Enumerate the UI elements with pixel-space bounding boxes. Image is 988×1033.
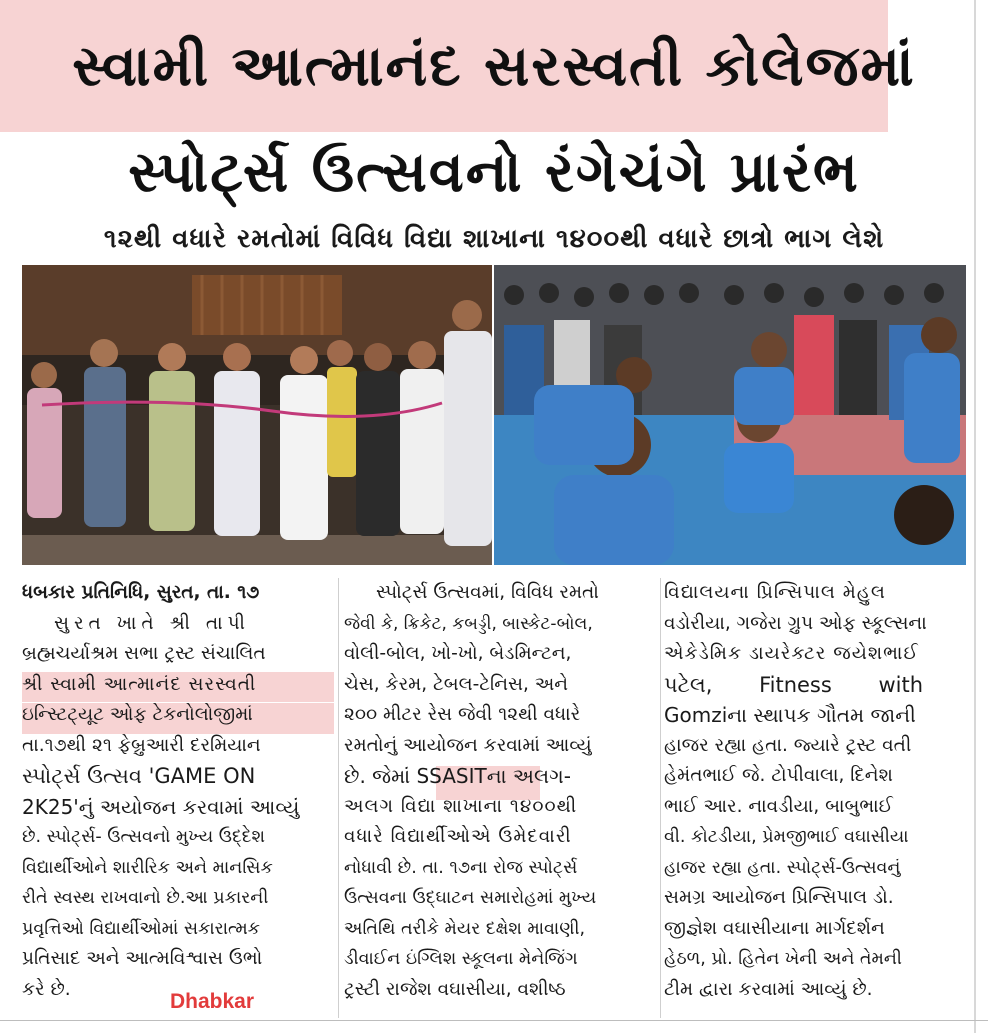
text-line: સ્પોર્ટ્સ ઉત્સવમાં, વિવિધ રમતો bbox=[376, 582, 599, 603]
text-line: હેમંતભાઈ જે. ટોપીવાલા, દિનેશ bbox=[664, 765, 893, 786]
text-line: સમગ્ર આયોજન પ્રિન્સિપાલ ડો. bbox=[664, 887, 894, 908]
text-line: પટેલ, Fitness with bbox=[664, 672, 924, 697]
text-line: ઇન્સ્ટિટ્યૂટ ઓફ ટેકનોલોજીમાં bbox=[22, 704, 253, 725]
text-line: છે. સ્પોર્ટ્સ- ઉત્સવનો મુખ્ય ઉદ્દેશ bbox=[22, 827, 266, 847]
text-line: શ્રી સ્વામી આત્માનંદ સરસ્વતી bbox=[22, 673, 257, 695]
text-line: વધારે વિદ્યાર્થીઓએ ઉમેદવારી bbox=[344, 826, 572, 847]
bottom-rule bbox=[0, 1020, 988, 1021]
text-line: પ્રતિસાદ અને આત્મવિશ્વાસ ઉભો bbox=[22, 948, 263, 969]
article-column-1 bbox=[22, 578, 332, 1005]
text-line: હાજર રહ્યા હતા. જ્યારે ટ્રસ્ટ વતી bbox=[664, 734, 912, 756]
column-divider bbox=[338, 578, 339, 1018]
subheadline: ૧૨થી વધારે રમતોમાં વિવિધ વિદ્યા શાખાના ૧૪૦૦થી વધારે છાત્રો ભાગ લેશે bbox=[103, 224, 885, 254]
page-edge-rule bbox=[974, 0, 976, 1033]
text-line: હાજર રહ્યા હતા. સ્પોર્ટ્સ-ઉત્સવનું bbox=[664, 857, 901, 878]
article-column-3 bbox=[664, 578, 968, 1005]
text-line: બ્રહ્મચર્યાશ્રમ સભા ટ્રસ્ટ સંચાલિત bbox=[22, 643, 266, 664]
text-line: પ્રવૃત્તિઓ વિદ્યાર્થીઓમાં સકારાત્મક bbox=[22, 918, 261, 939]
text-line: તા.૧૭થી ૨૧ ફેબ્રુઆરી દરમિયાન bbox=[22, 734, 261, 756]
dhabkar-watermark: Dhabkar bbox=[170, 990, 255, 1013]
text-line: અતિથિ તરીકે મેયર દક્ષેશ માવાણી, bbox=[344, 918, 586, 939]
headline-line2: સ્પોર્ટ્સ ઉત્સવનો રંગેચંગે પ્રારંભ bbox=[128, 140, 860, 205]
text-line: સુરત ખાતે શ્રી તાપી bbox=[54, 612, 250, 634]
text-line: ૨૦૦ મીટર રેસ જેવી ૧૨થી વધારે bbox=[344, 704, 581, 725]
text-line: ઉત્સવના ઉદ્ઘાટન સમારોહમાં મુખ્ય bbox=[344, 888, 597, 908]
text-line: વિદ્યાર્થીઓને શારીરિક અને માનસિક bbox=[22, 857, 273, 878]
ribbon-cutting-image bbox=[22, 265, 492, 565]
kabaddi-image bbox=[494, 265, 966, 565]
text-line: ચેસ, કેરમ, ટેબલ-ટેનિસ, અને bbox=[344, 673, 569, 695]
text-line: વિદ્યાલયના પ્રિન્સિપાલ મેહુલ bbox=[664, 582, 886, 603]
headline-line1: સ્વામી આત્માનંદ સરસ્વતી કોલેજમાં bbox=[72, 34, 916, 99]
column-divider bbox=[660, 578, 661, 1018]
article-column-2 bbox=[344, 578, 656, 1005]
text-line: રમતોનું આયોજન કરવામાં આવ્યું bbox=[344, 734, 592, 756]
text-line: ટ્રસ્ટી રાજેશ વઘાસીયા, વશીષ્ઠ bbox=[344, 978, 566, 1000]
text-line: છે. જેમાં SSASITના અલગ- bbox=[344, 764, 571, 788]
photo-ribbon-cutting bbox=[22, 265, 492, 565]
photo-kabaddi-match bbox=[494, 265, 966, 565]
text-line: સ્પોર્ટ્સ ઉત્સવ 'GAME ON bbox=[22, 764, 256, 788]
dateline: ધબકાર પ્રતિનિધિ, સુરત, તા. ૧૭ bbox=[22, 582, 260, 603]
text-line: વડોરીયા, ગજેરા ગ્રુપ ઓફ સ્કૂલ્સના bbox=[664, 612, 927, 634]
text-line: જેવી કે, ક્રિકેટ, કબડ્ડી, બાસ્કેટ-બોલ, bbox=[344, 613, 593, 634]
text-line: ટીમ દ્વારા કરવામાં આવ્યું છે. bbox=[664, 978, 873, 1000]
text-line: રીતે સ્વસ્થ રાખવાનો છે.આ પ્રકારની bbox=[22, 888, 269, 908]
text-line: 2K25'નું અયોજન કરવામાં આવ્યું bbox=[22, 794, 300, 819]
text-line: Gomziના સ્થાપક ગૌતમ જાની bbox=[664, 703, 916, 727]
text-line: હેઠળ, પ્રો. હિતેન ખેની અને તેમની bbox=[664, 949, 902, 969]
text-line: એકેડેમિક ડાયરેક્ટર જયેશભાઈ bbox=[664, 643, 919, 664]
text-line: ભાઈ આર. નાવડીયા, બાબુભાઈ bbox=[664, 795, 893, 817]
text-line: જીજ્ઞેશ વઘાસીયાના માર્ગદર્શન bbox=[664, 917, 885, 939]
text-line: નોધાવી છે. તા. ૧૭ના રોજ સ્પોર્ટ્સ bbox=[344, 857, 578, 878]
text-line: ડીવાઈન ઇંગ્લિશ સ્કૂલના મેનેજિંગ bbox=[344, 949, 578, 969]
text-line: અલગ વિદ્યા શાખાના ૧૪૦૦થી bbox=[344, 795, 578, 817]
text-line: કરે છે. bbox=[22, 978, 71, 1000]
text-line: વી. કોટડીયા, પ્રેમજીભાઈ વઘાસીયા bbox=[664, 827, 909, 847]
text-line: વોલી-બોલ, ખો-ખો, બેડમિન્ટન, bbox=[344, 643, 572, 664]
